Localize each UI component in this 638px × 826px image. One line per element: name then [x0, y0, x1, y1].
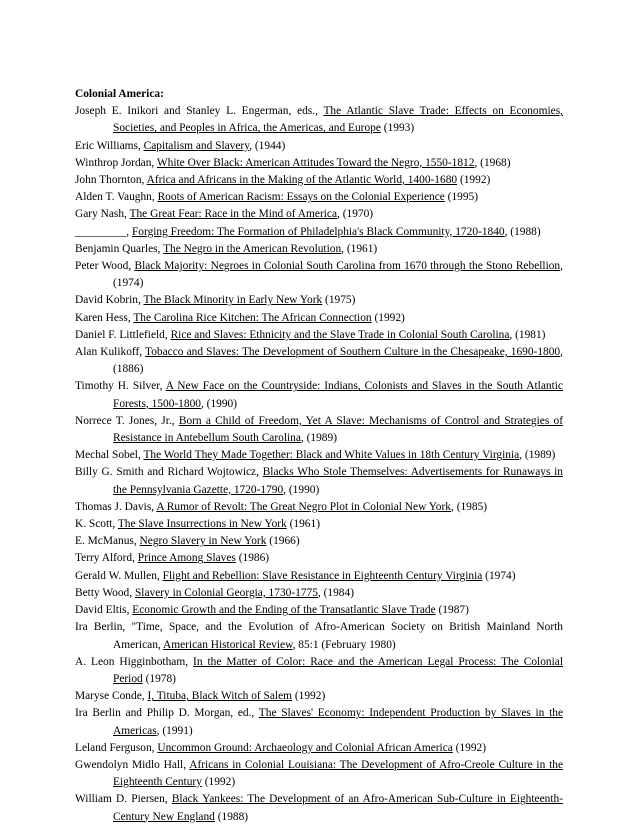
entry-title: In the Matter of Color: Race and the American Legal Process: The Colonial Period	[113, 655, 563, 685]
entry-date: , (1989)	[300, 432, 337, 445]
bibliography-entry	[75, 533, 563, 550]
entry-date: (1992)	[371, 311, 405, 324]
bibliography-list	[75, 103, 563, 826]
entry-date: , (1990)	[283, 483, 320, 496]
entry-author: Billy G. Smith and Richard Wojtowicz,	[75, 466, 263, 479]
entry-author: Peter Wood,	[75, 260, 135, 273]
entry-author: Eric Williams,	[75, 139, 144, 152]
entry-title: I, Tituba, Black Witch of Salem	[147, 690, 293, 703]
entry-date: (1993)	[380, 122, 415, 135]
entry-date: , (1981)	[509, 328, 546, 341]
entry-author: Alan Kulikoff,	[75, 346, 146, 359]
bibliography-entry	[75, 292, 563, 309]
section-heading: Colonial America:	[75, 88, 164, 100]
bibliography-entry	[75, 688, 563, 705]
entry-author: Ira Berlin, "Time, Space, and the Evolution of Afro-American Society on British Mainland North American,	[75, 621, 563, 651]
entry-author: Maryse Conde,	[75, 690, 148, 703]
entry-date: (1988)	[214, 810, 249, 823]
entry-title: The Black Minority in Early New York	[143, 294, 323, 307]
entry-date: , (1970)	[337, 208, 374, 221]
bibliography-entry	[75, 327, 563, 344]
entry-title: Economic Growth and the Ending of the Transatlantic Slave Trade	[132, 604, 436, 617]
bibliography-entry	[75, 103, 563, 137]
entry-date: , (1985)	[451, 500, 488, 513]
entry-title: A New Face on the Countryside: Indians, Colonists and Slaves in the South Atlantic Forests, 1500-1800	[113, 380, 563, 410]
entry-author: Betty Wood,	[75, 586, 135, 599]
bibliography-entry	[75, 138, 563, 155]
entry-date: , (1944)	[249, 139, 286, 152]
entry-author: Timothy H. Silver,	[75, 380, 166, 393]
entry-author: E. McManus,	[75, 535, 140, 548]
bibliography-entry	[75, 155, 563, 172]
bibliography-entry	[75, 224, 563, 241]
bibliography-entry	[75, 550, 563, 567]
bibliography-entry	[75, 499, 563, 516]
entry-date: , (1886)	[113, 346, 563, 376]
entry-author: Mechal Sobel,	[75, 449, 144, 462]
bibliography-entry	[75, 602, 563, 619]
entry-date: , (1968)	[474, 156, 511, 169]
bibliography-entry	[75, 654, 563, 688]
bibliography-entry	[75, 757, 563, 791]
entry-title: The Great Fear: Race in the Mind of America	[129, 208, 338, 221]
entry-author: Gerald W. Mullen,	[75, 569, 163, 582]
entry-author: Winthrop Jordan,	[75, 156, 157, 169]
entry-author: Alden T. Vaughn,	[75, 191, 158, 204]
entry-title: The Atlantic Slave Trade: Effects on Economies, Societies, and Peoples in Africa, the Americas, and Europe	[113, 105, 563, 135]
bibliography-entry	[75, 568, 563, 585]
bibliography-entry	[75, 378, 563, 412]
entry-title: Forging Freedom: The Formation of Philadelphia's Black Community, 1720-1840	[131, 225, 505, 238]
entry-author: David Eltis,	[75, 604, 133, 617]
bibliography-entry	[75, 705, 563, 739]
entry-date: , (1961)	[341, 242, 378, 255]
entry-date: (1975)	[322, 294, 356, 307]
entry-author: Leland Ferguson,	[75, 741, 158, 754]
entry-title: Africa and Africans in the Making of the Atlantic World, 1400-1680	[146, 174, 458, 187]
entry-author: A. Leon Higginbotham,	[75, 655, 194, 668]
bibliography-entry	[75, 791, 563, 825]
entry-date: , (1988)	[504, 225, 541, 238]
bibliography-entry	[75, 585, 563, 602]
entry-date: (1995)	[444, 191, 479, 204]
entry-title: The Slaves' Economy: Independent Production by Slaves in the Americas	[113, 707, 564, 737]
bibliography-entry	[75, 344, 563, 378]
entry-author: David Kobrin,	[75, 294, 144, 307]
entry-date: , (1989)	[519, 449, 556, 462]
entry-date: (1974)	[482, 569, 516, 582]
entry-date: , (1990)	[200, 397, 238, 410]
entry-author: Karen Hess,	[75, 311, 134, 324]
entry-date: (1987)	[435, 604, 469, 617]
entry-title: The Slave Insurrections in New York	[117, 518, 287, 531]
entry-author: John Thornton,	[75, 174, 147, 187]
entry-author: _________,	[75, 225, 132, 238]
entry-title: The Carolina Rice Kitchen: The African Connection	[133, 311, 372, 324]
entry-title: A Rumor of Revolt: The Great Negro Plot in Colonial New York	[156, 500, 451, 513]
bibliography-entry	[75, 241, 563, 258]
entry-title: Slavery in Colonial Georgia, 1730-1775	[134, 586, 318, 599]
entry-date: , (1984)	[317, 586, 354, 599]
entry-date: (1966)	[266, 535, 300, 548]
bibliography-entry	[75, 258, 563, 292]
entry-title: Flight and Rebellion: Slave Resistance in Eighteenth Century Virginia	[162, 569, 483, 582]
entry-title: Black Yankees: The Development of an Afro-American Sub-Culture in Eighteenth-Century New England	[113, 793, 563, 823]
entry-date: (1961)	[286, 518, 320, 531]
entry-date: (1992)	[452, 741, 487, 754]
bibliography-entry	[75, 206, 563, 223]
entry-title: Blacks Who Stole Themselves: Advertisements for Runaways in the Pennsylvania Gazette, 1720-1790	[113, 466, 563, 496]
entry-date: (1986)	[235, 552, 270, 565]
entry-title: Capitalism and Slavery	[143, 139, 250, 152]
entry-title: The World They Made Together: Black and White Values in 18th Century Virginia	[143, 449, 520, 462]
entry-title: Born a Child of Freedom, Yet A Slave: Mechanisms of Control and Strategies of Resistance in Antebellum South Carolina	[113, 414, 563, 445]
entry-author: Gwendolyn Midlo Hall,	[75, 758, 190, 771]
entry-author: Joseph E. Inikori and Stanley L. Engerman, eds.,	[75, 105, 324, 118]
entry-author: Thomas J. Davis,	[75, 500, 157, 513]
bibliography-entry	[75, 464, 563, 498]
bibliography-entry	[75, 740, 563, 757]
entry-title: Africans in Colonial Louisiana: The Development of Afro-Creole Culture in the Eighteenth Century	[113, 758, 564, 789]
entry-title: Uncommon Ground: Archaeology and Colonial African America	[157, 741, 453, 754]
entry-date: (1978)	[142, 672, 176, 685]
entry-title: Black Majority: Negroes in Colonial South Carolina from 1670 through the Stono Rebellion	[134, 260, 561, 273]
entry-author: Ira Berlin and Philip D. Morgan, ed.,	[75, 707, 259, 720]
entry-author: K. Scott,	[75, 518, 118, 531]
entry-date: (1992)	[292, 690, 326, 703]
entry-author: Norrece T. Jones, Jr.,	[75, 414, 179, 427]
entry-author: Benjamin Quarles,	[75, 242, 164, 255]
entry-author: William D. Piersen,	[75, 793, 172, 806]
bibliography-entry	[75, 619, 563, 653]
entry-title: Prince Among Slaves	[137, 552, 236, 565]
entry-date: , 85:1 (February 1980)	[292, 638, 396, 651]
entry-title: The Negro in the American Revolution	[163, 242, 342, 255]
bibliography-entry	[75, 172, 563, 189]
entry-date: (1992)	[457, 174, 491, 187]
bibliography-entry	[75, 516, 563, 533]
entry-date: (1992)	[201, 776, 236, 789]
entry-author: Gary Nash,	[75, 208, 130, 221]
entry-title: Negro Slavery in New York	[139, 535, 267, 548]
entry-title: Rice and Slaves: Ethnicity and the Slave Trade in Colonial South Carolina	[170, 328, 510, 341]
bibliography-entry	[75, 447, 563, 464]
bibliography-entry	[75, 413, 563, 447]
entry-date: , (1991)	[156, 724, 193, 737]
bibliography-entry	[75, 189, 563, 206]
bibliography-entry	[75, 310, 563, 327]
entry-title: White Over Black: American Attitudes Toward the Negro, 1550-1812	[156, 156, 475, 169]
entry-author: Daniel F. Littlefield,	[75, 328, 171, 341]
entry-date: , (1974)	[113, 260, 563, 290]
entry-title: Tobacco and Slaves: The Development of Southern Culture in the Chesapeake, 1690-1800	[145, 346, 561, 359]
entry-author: Terry Alford,	[75, 552, 138, 565]
entry-title: Roots of American Racism: Essays on the Colonial Experience	[157, 191, 445, 204]
entry-title: American Historical Review	[162, 638, 293, 651]
